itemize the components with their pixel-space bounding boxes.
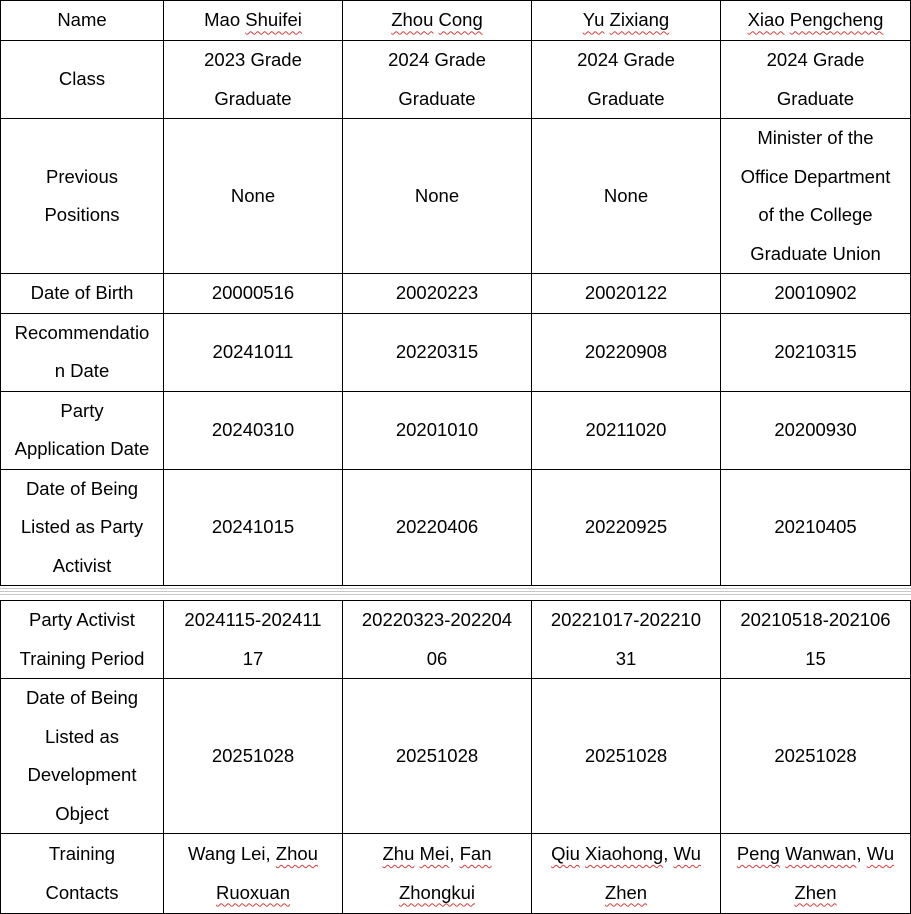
cell-line: Party: [60, 399, 104, 421]
spellcheck-word: Shuifei: [245, 9, 302, 31]
data-cell: [532, 679, 721, 834]
cell-line: 2024 Grade: [577, 49, 675, 70]
data-cell: [343, 469, 532, 586]
cell-line: 20020223: [395, 282, 479, 303]
data-cell: [721, 834, 911, 914]
cell-line: Recommendatio: [14, 321, 150, 343]
cell-line: Graduate Union: [750, 242, 881, 264]
data-cell: [721, 274, 911, 314]
cell-line: Training: [48, 843, 116, 864]
cell-line: Graduate: [398, 87, 476, 109]
cell-line: 2024115-202411: [184, 609, 322, 630]
cell-line: 15: [805, 647, 826, 669]
table-row: [1, 601, 911, 679]
data-cell: [532, 313, 721, 391]
cell-line: 2024 Grade: [766, 49, 865, 70]
data-cell: [343, 274, 532, 314]
cell-line: Date of Being: [25, 687, 139, 708]
data-cell: [164, 679, 343, 834]
data-cell: [721, 41, 911, 119]
row-label-name: [1, 1, 164, 41]
spellcheck-word: Zhu: [382, 843, 415, 864]
cell-line: Party Activist: [29, 609, 135, 630]
data-cell: [343, 313, 532, 391]
cell-line: Graduate: [214, 87, 292, 109]
cell-line: 20241015: [211, 516, 295, 537]
cell-line: [534, 874, 718, 913]
data-cell: [721, 391, 911, 469]
data-cell: [164, 834, 343, 914]
cell-line: 20210405: [774, 516, 857, 537]
info-table-part-2: [0, 600, 911, 914]
spellcheck-word: Zhou: [391, 9, 434, 31]
cell-line: Development: [27, 764, 137, 785]
data-cell: [532, 601, 721, 679]
page-break-line: [0, 588, 911, 589]
data-cell: [343, 391, 532, 469]
data-cell: [721, 313, 911, 391]
column-header-name: [721, 1, 911, 41]
data-cell: [532, 391, 721, 469]
spellcheck-word: Zhou: [275, 843, 318, 864]
cell-line: 20010902: [774, 282, 857, 303]
cell-line: Positions: [44, 204, 120, 225]
spellcheck-word: Zixiang: [609, 9, 670, 31]
spellcheck-word: Zhen: [794, 881, 837, 903]
spellcheck-word: Wu: [673, 843, 701, 864]
data-cell: [532, 469, 721, 586]
cell-line: 20240310: [211, 418, 295, 440]
spellcheck-word: Xiao: [747, 9, 785, 31]
data-cell: [721, 119, 911, 274]
cell-line: 20211020: [585, 418, 667, 440]
table-row: [1, 391, 911, 469]
cell-line: 20201010: [395, 418, 479, 440]
data-cell: [343, 834, 532, 914]
cell-line: Peng Wanwan, Wu: [736, 843, 895, 864]
cell-line: None: [230, 184, 276, 206]
table-row: [1, 834, 911, 914]
data-cell: [532, 274, 721, 314]
cell-line: 20220406: [395, 516, 479, 537]
data-cell: [721, 601, 911, 679]
cell-line: Zhu Mei, Fan: [382, 843, 492, 864]
page-break-line: [0, 594, 911, 595]
cell-line: Mao Shuifei: [204, 9, 302, 31]
row-label: [1, 313, 164, 391]
data-cell: [532, 119, 721, 274]
spellcheck-word: Pengcheng: [789, 9, 884, 31]
row-label: [1, 391, 164, 469]
cell-line: n Date: [54, 360, 110, 381]
spellcheck-word: Cong: [438, 9, 483, 31]
spellcheck-word: Wu: [866, 843, 895, 864]
cell-line: 17: [242, 647, 264, 669]
cell-line: 2024 Grade: [388, 49, 486, 70]
cell-line: Activist: [52, 554, 112, 576]
spellcheck-word: Zhen: [604, 881, 648, 903]
data-cell: [164, 601, 343, 679]
data-cell: [343, 41, 532, 119]
cell-line: of the College: [758, 204, 873, 225]
data-cell: [532, 834, 721, 914]
spellcheck-word: Qiu: [551, 843, 580, 864]
data-cell: [164, 119, 343, 274]
cell-line: 20251028: [584, 744, 668, 766]
row-label: [1, 679, 164, 834]
cell-line: 20220323-202204: [361, 609, 513, 630]
cell-line: 20241011: [212, 340, 294, 362]
table-row-name: [1, 1, 911, 41]
cell-line: 20251028: [395, 744, 479, 766]
row-label: [1, 601, 164, 679]
table-row: [1, 469, 911, 586]
data-cell: [721, 469, 911, 586]
cell-line: Application Date: [14, 438, 150, 459]
row-label: [1, 469, 164, 586]
table-row: [1, 119, 911, 274]
row-label: [1, 119, 164, 274]
cell-line: Minister of the: [757, 127, 874, 148]
data-cell: [343, 679, 532, 834]
table-row: [1, 679, 911, 834]
cell-line: Previous: [46, 165, 118, 187]
cell-line: Qiu Xiaohong, Wu: [551, 843, 701, 864]
data-cell: [343, 601, 532, 679]
spellcheck-word: Ruoxuan: [215, 881, 291, 903]
spellcheck-word: Yu: [582, 9, 605, 31]
data-cell: [164, 274, 343, 314]
row-label: [1, 834, 164, 914]
cell-line: None: [414, 184, 460, 206]
cell-line: Wang Lei, Zhou: [188, 843, 318, 864]
cell-line: 20210315: [774, 340, 857, 362]
cell-line: Office Department: [740, 165, 891, 187]
cell-line: 20221017-202210: [550, 609, 702, 630]
cell-line: 20020122: [584, 282, 668, 303]
data-cell: [721, 679, 911, 834]
spellcheck-word: Zhongkui: [398, 881, 476, 903]
data-cell: [164, 41, 343, 119]
spellcheck-word: Mei: [419, 843, 450, 864]
data-cell: [343, 119, 532, 274]
data-cell: [164, 469, 343, 586]
cell-line: 20200930: [774, 418, 857, 440]
cell-line: 20251028: [211, 744, 295, 766]
cell-line: 20220908: [584, 340, 668, 362]
cell-line: [345, 1, 529, 40]
data-cell: [164, 391, 343, 469]
cell-line: Graduate: [587, 87, 665, 109]
data-cell: [532, 41, 721, 119]
cell-line: 06: [426, 647, 448, 669]
cell-line: None: [603, 184, 649, 206]
cell-line: Object: [55, 802, 109, 824]
page-break-gap: [0, 585, 911, 599]
cell-line: Listed as: [44, 725, 120, 747]
cell-line: [723, 1, 908, 40]
spellcheck-word: Xiaohong: [585, 843, 664, 864]
cell-line: Class: [58, 68, 106, 90]
cell-line: 20251028: [774, 744, 857, 766]
column-header-name: [532, 1, 721, 41]
cell-line: [723, 874, 908, 913]
cell-line: 20220315: [395, 340, 479, 362]
cell-line: Name: [57, 9, 107, 31]
row-label: [1, 41, 164, 119]
page-break-line: [0, 591, 911, 592]
cell-line: Graduate: [776, 87, 855, 109]
cell-line: 20000516: [211, 282, 295, 303]
spellcheck-word: Wanwan: [785, 843, 857, 864]
cell-line: 20210518-202106: [740, 609, 891, 630]
cell-line: 31: [615, 647, 637, 669]
cell-line: Date of Being: [25, 477, 139, 499]
data-cell: [164, 313, 343, 391]
table-row: [1, 274, 911, 314]
cell-line: Contacts: [45, 881, 119, 903]
cell-line: [345, 874, 529, 913]
cell-line: 20220925: [584, 516, 668, 537]
column-header-name: [164, 1, 343, 41]
cell-line: 2023 Grade: [204, 49, 302, 70]
cell-line: [166, 874, 340, 913]
table-row: [1, 41, 911, 119]
column-header-name: [343, 1, 532, 41]
cell-line: Date of Birth: [30, 282, 134, 303]
spellcheck-word: Fan: [459, 843, 492, 864]
cell-line: [534, 1, 718, 40]
row-label: [1, 274, 164, 314]
cell-line: Listed as Party: [20, 516, 144, 537]
cell-line: Training Period: [19, 647, 145, 669]
table-row: [1, 313, 911, 391]
spellcheck-word: Peng: [736, 843, 781, 864]
